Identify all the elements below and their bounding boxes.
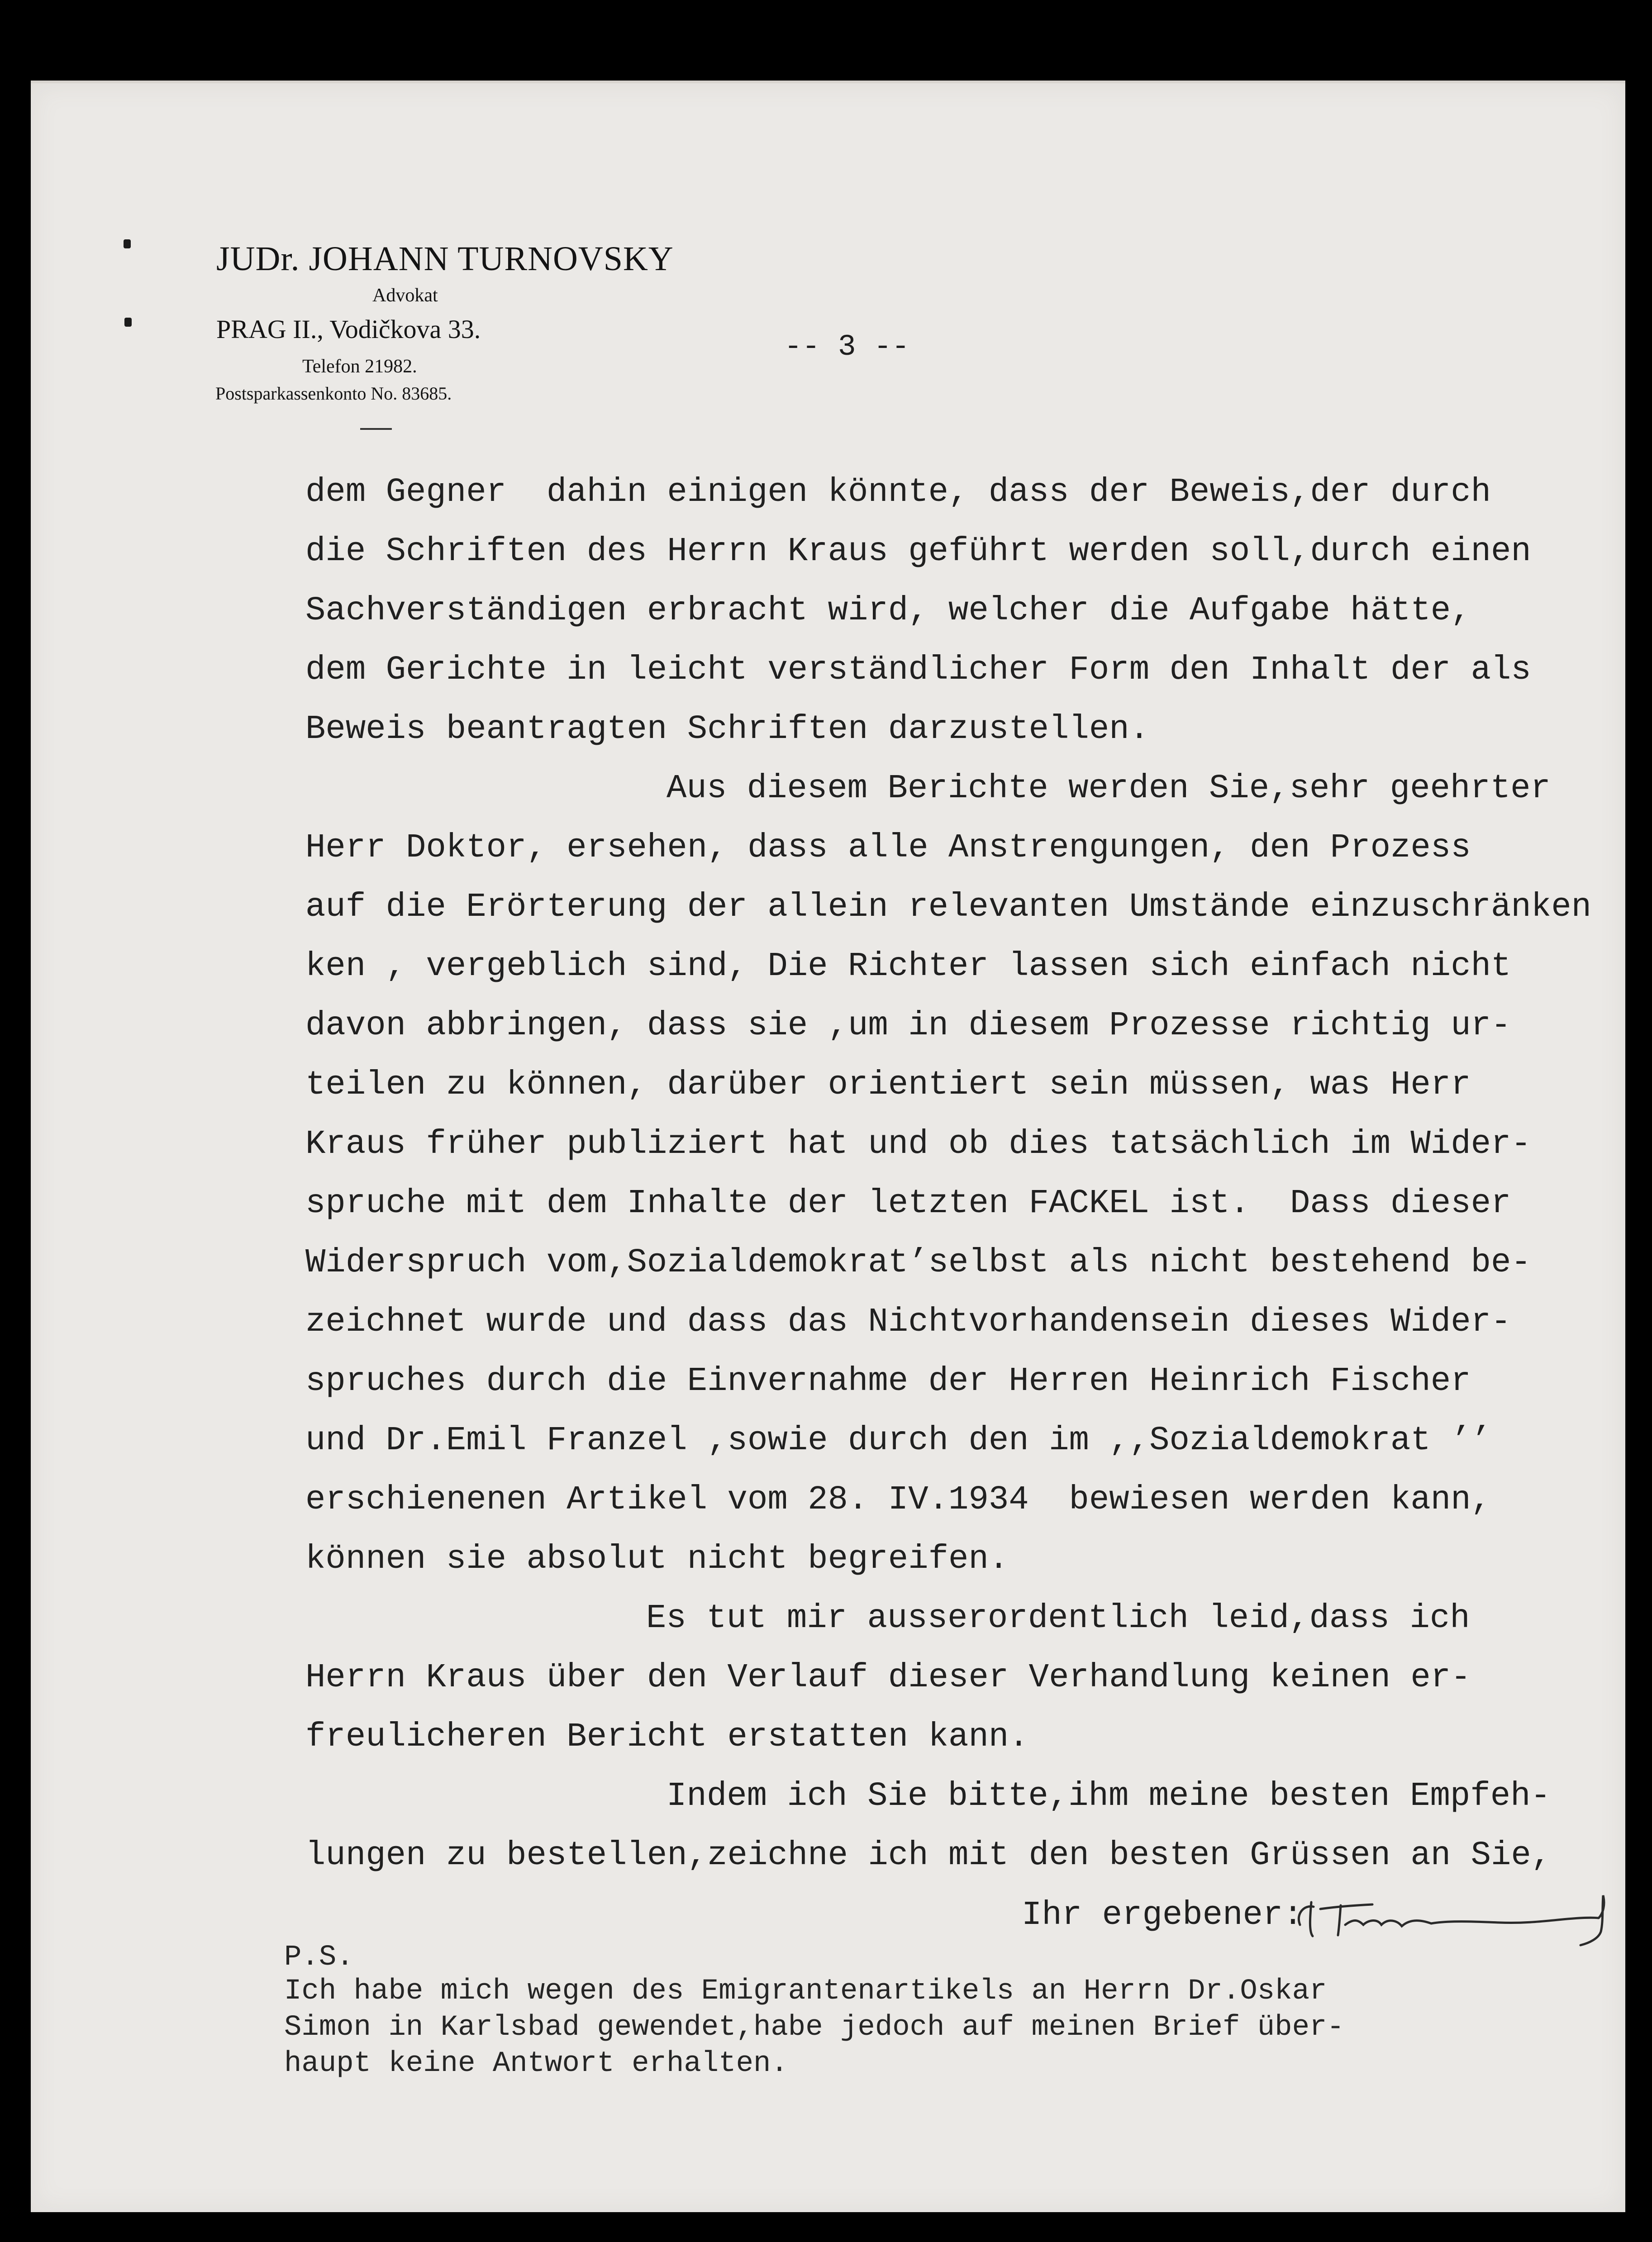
body-line: Aus diesem Berichte werden Sie,sehr geehrter — [667, 770, 1551, 808]
body-line: Herrn Kraus über den Verlauf dieser Verhandlung keinen er- — [305, 1659, 1471, 1697]
postscript-line: Simon in Karlsbad gewendet,habe jedoch auf meinen Brief über- — [284, 2011, 1344, 2044]
body-line: teilen zu können, darüber orientiert sein müssen, was Herr — [305, 1066, 1471, 1104]
body-line: Herr Doktor, ersehen, dass alle Anstrengungen, den Prozess — [305, 829, 1471, 867]
body-line: erschienenen Artikel vom 28. IV.1934 bewiesen werden kann, — [305, 1481, 1491, 1519]
body-line: Indem ich Sie bitte,ihm meine besten Empfeh- — [667, 1777, 1551, 1815]
body-line: dem Gegner dahin einigen könnte, dass der Beweis,der durch — [305, 473, 1491, 511]
body-line: spruche mit dem Inhalte der letzten FACKEL ist. Dass dieser — [305, 1185, 1511, 1223]
punch-hole-mark — [124, 318, 132, 327]
letterhead-divider — [360, 428, 392, 430]
letterhead-address: PRAG II., Vodičkova 33. — [216, 314, 481, 344]
body-line: Widerspruch vom,Sozialdemokrat’selbst als nicht bestehend be- — [305, 1244, 1531, 1282]
postscript-label: P.S. — [284, 1941, 354, 1974]
body-line: die Schriften des Herrn Kraus geführt werden soll,durch einen — [305, 533, 1531, 571]
body-line: dem Gerichte in leicht verständlicher Form den Inhalt der als — [305, 651, 1531, 689]
body-line: Es tut mir ausserordentlich leid,dass ich — [646, 1599, 1470, 1637]
letterhead-name: JUDr. JOHANN TURNOVSKY — [216, 240, 674, 278]
body-line: Kraus früher publiziert hat und ob dies tatsächlich im Wider- — [305, 1125, 1531, 1163]
signature-image — [1286, 1882, 1652, 1950]
body-line: Sachverständigen erbracht wird, welcher die Aufgabe hätte, — [305, 592, 1471, 630]
body-line: auf die Erörterung der allein relevanten Umstände einzuschränken — [305, 888, 1592, 926]
closing-text: Ihr ergebener: — [1022, 1896, 1303, 1934]
body-line: lungen zu bestellen,zeichne ich mit den besten Grüssen an Sie, — [305, 1837, 1552, 1875]
body-line: Beweis beantragten Schriften darzustellen. — [305, 710, 1150, 748]
body-line: und Dr.Emil Franzel ,sowie durch den im ,,Sozialdemokrat ’’ — [305, 1422, 1491, 1460]
page-number: -- 3 -- — [784, 330, 910, 364]
body-line: freulicheren Bericht erstatten kann. — [305, 1718, 1029, 1756]
letterhead-role: Advokat — [372, 285, 438, 306]
body-line: davon abbringen, dass sie ,um in diesem Prozesse richtig ur- — [305, 1007, 1511, 1045]
body-line: können sie absolut nicht begreifen. — [305, 1540, 1009, 1578]
postscript-line: Ich habe mich wegen des Emigrantenartikels an Herrn Dr.Oskar — [284, 1975, 1327, 2008]
body-line: zeichnet wurde und dass das Nichtvorhandensein dieses Wider- — [305, 1303, 1511, 1341]
letterhead-telephone: Telefon 21982. — [302, 356, 417, 377]
punch-hole-mark — [124, 239, 131, 248]
postscript-line: haupt keine Antwort erhalten. — [284, 2047, 788, 2080]
body-line: spruches durch die Einvernahme der Herren Heinrich Fischer — [305, 1362, 1471, 1400]
closing — [1022, 1882, 1303, 1950]
body-line: ken , vergeblich sind, Die Richter lassen sich einfach nicht — [305, 947, 1511, 985]
letterhead-postal-account: Postsparkassenkonto No. 83685. — [215, 383, 452, 404]
letter-page — [31, 81, 1625, 2212]
